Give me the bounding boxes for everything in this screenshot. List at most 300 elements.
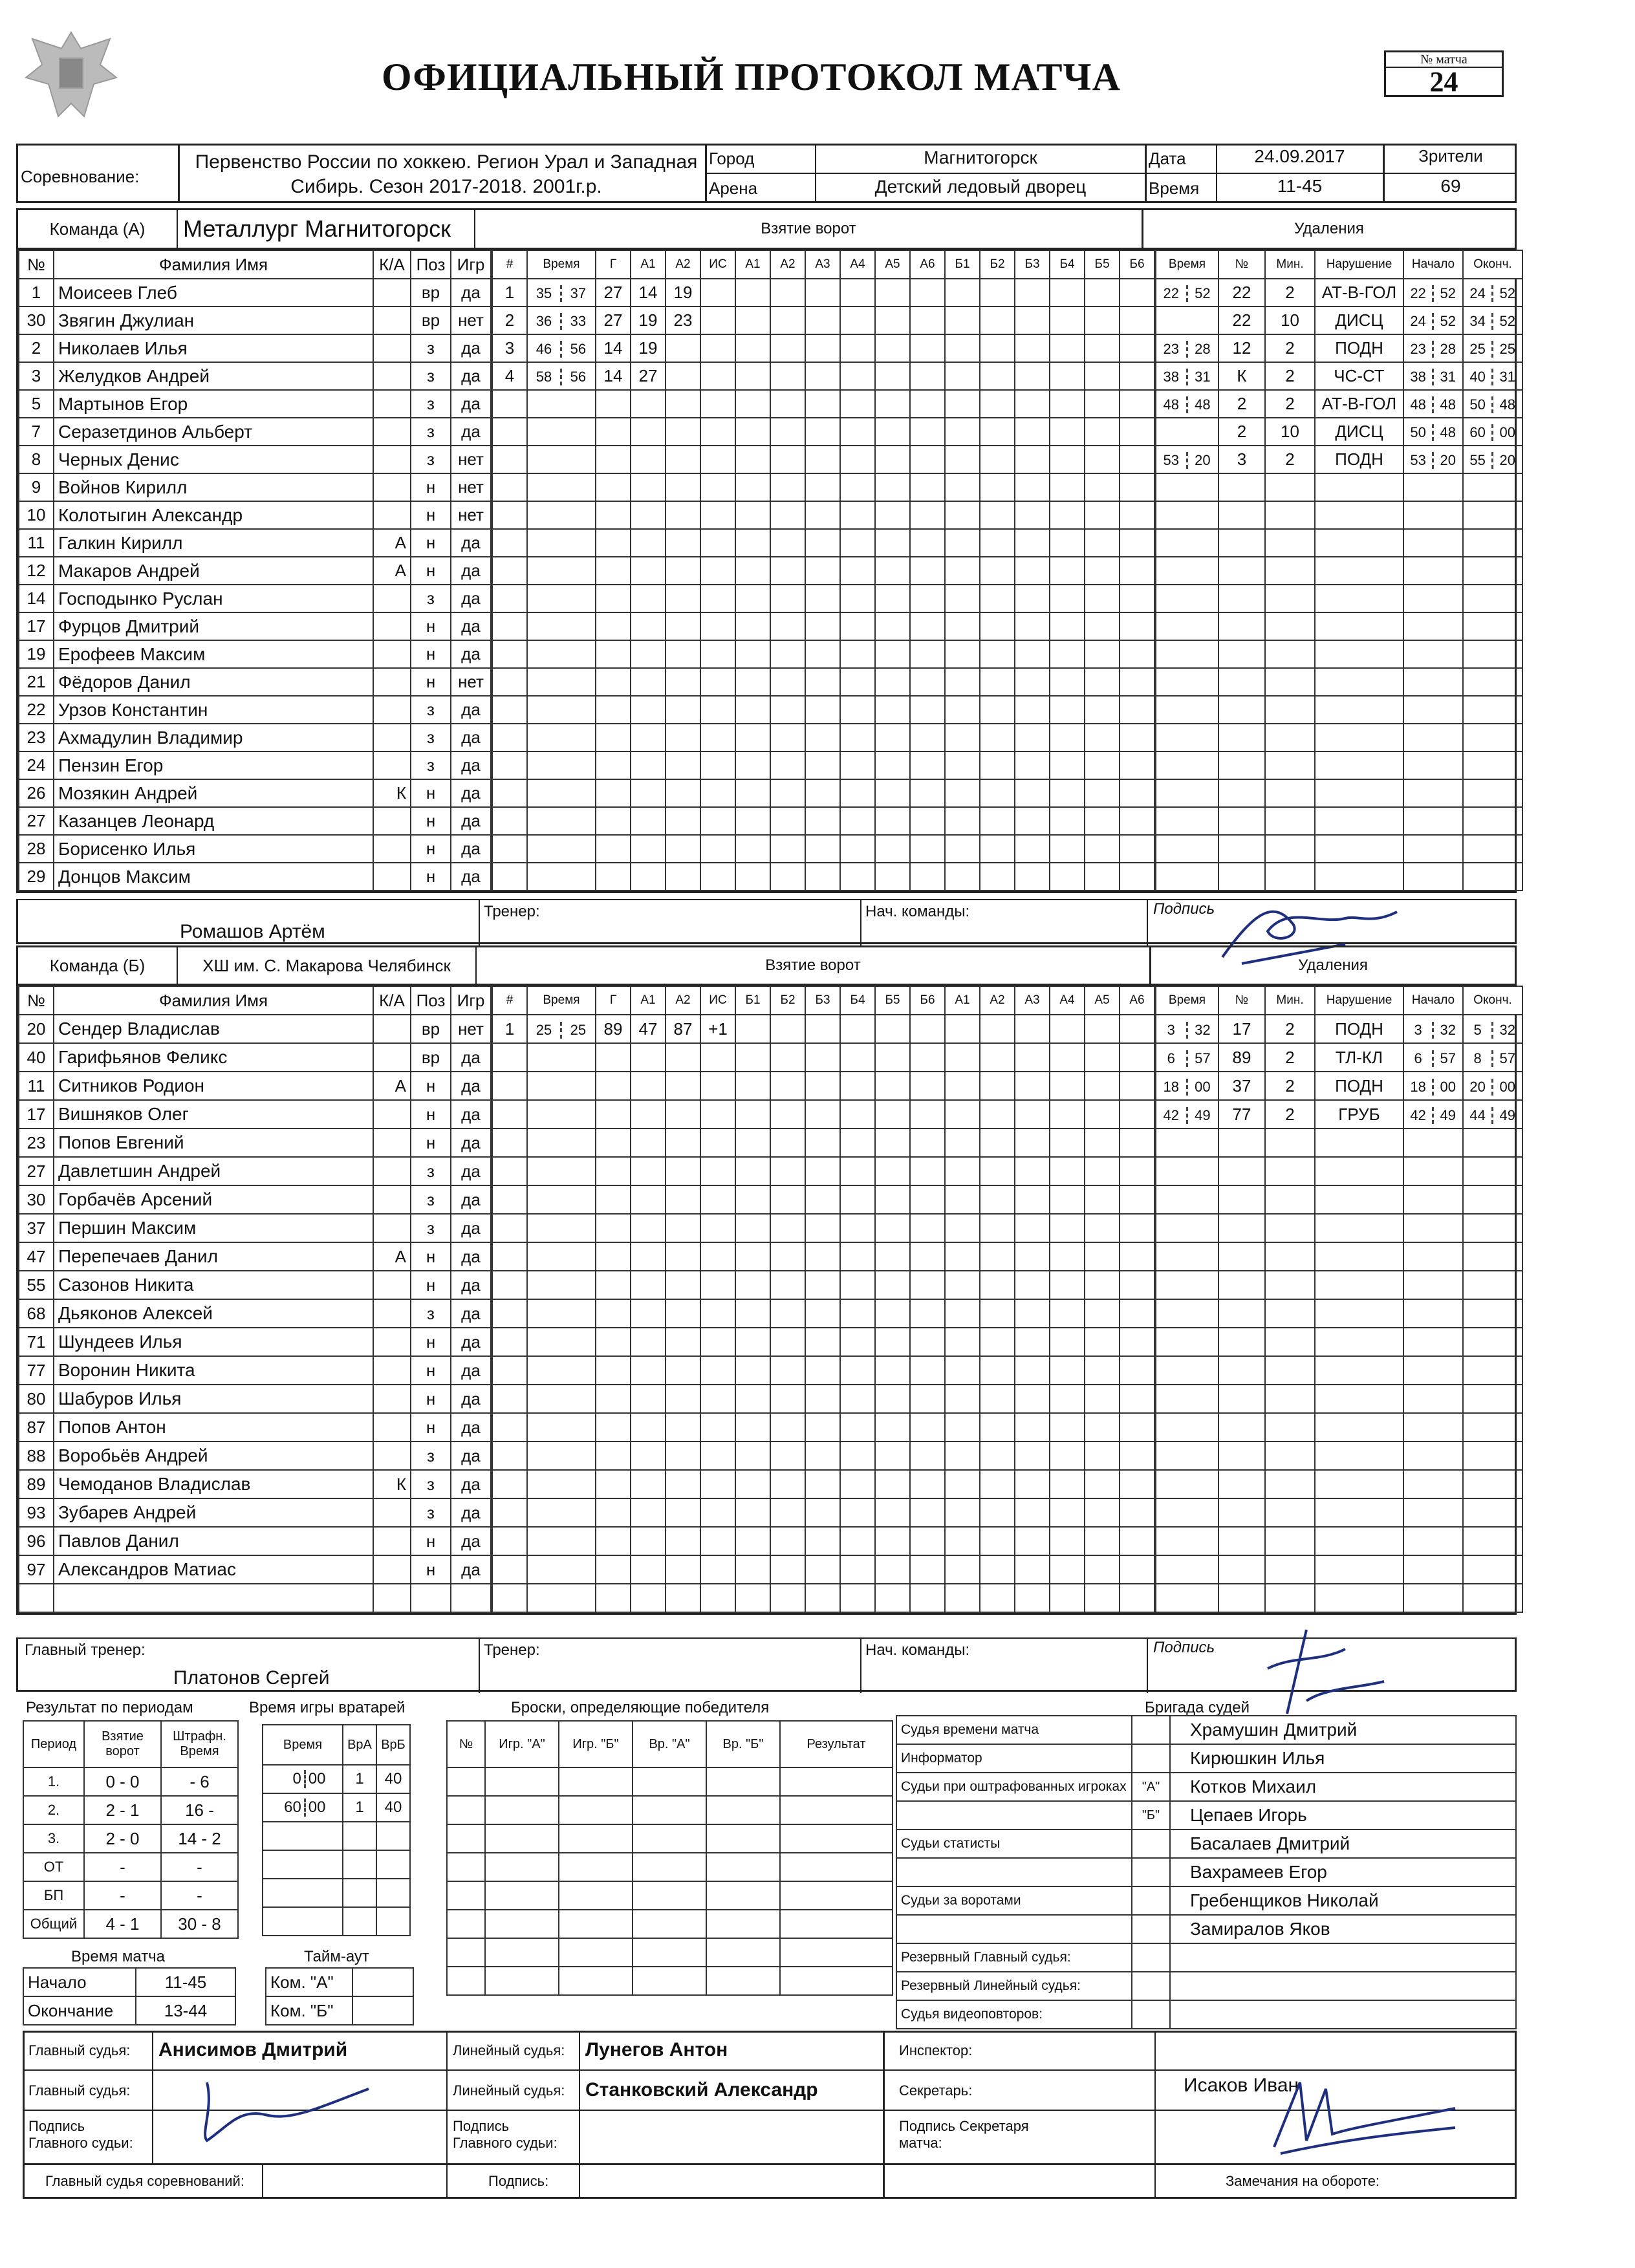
goal-time bbox=[527, 1527, 596, 1555]
penalty-time bbox=[1156, 1271, 1218, 1299]
goal-a2 bbox=[666, 1214, 700, 1242]
goal-row bbox=[492, 1043, 1154, 1072]
goal-onice-cell bbox=[1050, 473, 1085, 501]
player-position: н bbox=[411, 1555, 451, 1584]
player-name: Войнов Кирилл bbox=[54, 473, 373, 501]
goal-g bbox=[596, 501, 631, 529]
goal-row bbox=[492, 612, 1154, 640]
main-referee-signature bbox=[188, 2069, 395, 2147]
penalty-row bbox=[1156, 1015, 1522, 1043]
crew-name: Храмушин Дмитрий bbox=[1170, 1716, 1516, 1744]
goal-onice-cell bbox=[875, 1185, 910, 1214]
penalty-row bbox=[1156, 1527, 1522, 1555]
penalty-end bbox=[1463, 334, 1522, 362]
player-number: 5 bbox=[19, 390, 54, 418]
goal-index bbox=[492, 501, 527, 529]
goal-onice-cell bbox=[875, 696, 910, 724]
penalty-minutes bbox=[1265, 473, 1315, 501]
shootout-cell bbox=[706, 1824, 780, 1853]
goal-onice-cell bbox=[1120, 863, 1154, 891]
goal-a1 bbox=[631, 724, 666, 751]
period-pim-sep: - bbox=[197, 1857, 202, 1877]
goal-onice-cell bbox=[805, 390, 840, 418]
goal-a2 bbox=[666, 1185, 700, 1214]
penalty-row bbox=[1156, 334, 1522, 362]
goal-onice-cell bbox=[770, 473, 805, 501]
goal-a2 bbox=[666, 779, 700, 807]
goal-onice-cell bbox=[980, 1015, 1015, 1043]
penalty-start bbox=[1403, 1442, 1463, 1470]
goal-time bbox=[527, 585, 596, 612]
goal-time bbox=[527, 1043, 596, 1072]
goal-onice-cell bbox=[735, 362, 770, 390]
goal-time bbox=[527, 1242, 596, 1271]
goal-onice-cell bbox=[980, 334, 1015, 362]
penalty-player bbox=[1218, 1271, 1265, 1299]
goals-header-11: А6 bbox=[910, 250, 945, 279]
penalty-player: 77 bbox=[1218, 1100, 1265, 1129]
goalie-time-min: 0 bbox=[268, 1770, 306, 1788]
goal-onice-cell bbox=[910, 585, 945, 612]
goal-a1 bbox=[631, 390, 666, 418]
goal-onice-cell bbox=[805, 1356, 840, 1385]
penalty-start bbox=[1403, 1470, 1463, 1498]
goal-index: 2 bbox=[492, 307, 527, 334]
goals-header-3: А1 bbox=[631, 250, 666, 279]
player-role bbox=[373, 1185, 411, 1214]
shootout-row bbox=[447, 1938, 893, 1967]
goal-onice-cell bbox=[875, 668, 910, 696]
player-role bbox=[373, 1498, 411, 1527]
goal-onice-cell bbox=[805, 807, 840, 835]
goalie-a: 1 bbox=[343, 1793, 376, 1822]
penalty-minutes: 2 bbox=[1265, 1072, 1315, 1100]
goal-g bbox=[596, 1129, 631, 1157]
penalty-start bbox=[1403, 751, 1463, 779]
goalie-time-min: 60 bbox=[268, 1798, 306, 1817]
player-name: Макаров Андрей bbox=[54, 557, 373, 585]
goal-onice-cell bbox=[1050, 1214, 1085, 1242]
player-played: да bbox=[451, 1470, 491, 1498]
goal-onice-cell bbox=[840, 1072, 875, 1100]
shootout-header-1: Игр. "А" bbox=[485, 1721, 559, 1767]
goalie-time bbox=[263, 1793, 343, 1822]
player-number: 22 bbox=[19, 696, 54, 724]
goal-a2 bbox=[666, 1328, 700, 1356]
match-time-table bbox=[23, 1967, 236, 2025]
player-position: з bbox=[411, 334, 451, 362]
goal-onice-cell bbox=[770, 668, 805, 696]
goal-onice-cell bbox=[1120, 1299, 1154, 1328]
player-role bbox=[373, 473, 411, 501]
player-name: Перепечаев Данил bbox=[54, 1242, 373, 1271]
penalty-player bbox=[1218, 1555, 1265, 1584]
player-number: 47 bbox=[19, 1242, 54, 1271]
penalty-time bbox=[1156, 1498, 1218, 1527]
goal-row bbox=[492, 1299, 1154, 1328]
goal-index bbox=[492, 779, 527, 807]
goalies-header-1: ВрА bbox=[343, 1725, 376, 1765]
player-role: К bbox=[373, 1470, 411, 1498]
goal-onice-cell bbox=[1050, 390, 1085, 418]
goal-onice-cell bbox=[875, 1555, 910, 1584]
penalty-time bbox=[1156, 668, 1218, 696]
goal-onice-cell bbox=[945, 390, 980, 418]
goal-is bbox=[700, 334, 735, 362]
goal-onice-cell bbox=[805, 863, 840, 891]
crew-name: Котков Михаил bbox=[1170, 1773, 1516, 1801]
goal-onice-cell bbox=[875, 751, 910, 779]
goal-onice-cell bbox=[875, 612, 910, 640]
penalty-end bbox=[1463, 1470, 1522, 1498]
penalty-end bbox=[1463, 279, 1522, 307]
goal-onice-cell bbox=[770, 529, 805, 557]
goal-a1 bbox=[631, 1385, 666, 1413]
goal-row bbox=[492, 724, 1154, 751]
goal-onice-cell bbox=[735, 1214, 770, 1242]
goal-onice-cell bbox=[805, 1185, 840, 1214]
penalty-end-sec: 00 bbox=[1499, 1078, 1516, 1095]
goal-row bbox=[492, 529, 1154, 557]
goal-onice-cell bbox=[805, 835, 840, 863]
goal-onice-cell bbox=[1120, 1328, 1154, 1356]
goal-index bbox=[492, 557, 527, 585]
player-role bbox=[373, 1100, 411, 1129]
shootout-cell bbox=[485, 1767, 559, 1796]
player-name: Мозякин Андрей bbox=[54, 779, 373, 807]
goal-onice-cell bbox=[875, 1584, 910, 1612]
penalty-end bbox=[1463, 668, 1522, 696]
penalty-minutes bbox=[1265, 501, 1315, 529]
goal-is bbox=[700, 1385, 735, 1413]
protocol-title: ОФИЦИАЛЬНЫЙ ПРОТОКОЛ МАТЧА bbox=[382, 56, 1121, 98]
goal-onice-cell bbox=[945, 668, 980, 696]
goal-onice-cell bbox=[945, 529, 980, 557]
penalty-end bbox=[1463, 779, 1522, 807]
penalty-start bbox=[1403, 362, 1463, 390]
penalty-end-sec: 20 bbox=[1499, 452, 1516, 468]
shootout-cell bbox=[633, 1824, 706, 1853]
goal-onice-cell bbox=[1085, 362, 1120, 390]
goal-g bbox=[596, 557, 631, 585]
goal-onice-cell bbox=[1085, 1328, 1120, 1356]
goal-onice-cell bbox=[770, 640, 805, 668]
team-a-coach-name: Ромашов Артём bbox=[180, 921, 325, 942]
goal-onice-cell bbox=[875, 863, 910, 891]
goal-time bbox=[527, 1157, 596, 1185]
goals-header-12: Б1 bbox=[945, 250, 980, 279]
goal-a2 bbox=[666, 418, 700, 446]
goal-onice-cell bbox=[1120, 1100, 1154, 1129]
goal-onice-cell bbox=[945, 1328, 980, 1356]
penalty-end-min: 44 bbox=[1464, 1107, 1493, 1124]
goal-onice-cell bbox=[1120, 1043, 1154, 1072]
goal-onice-cell bbox=[770, 724, 805, 751]
roster-row bbox=[19, 1185, 491, 1214]
goal-is bbox=[700, 640, 735, 668]
period-pim bbox=[161, 1853, 238, 1881]
player-played: да bbox=[451, 557, 491, 585]
goal-onice-cell bbox=[840, 1299, 875, 1328]
penalty-infraction bbox=[1315, 1555, 1403, 1584]
penalty-end-min: 50 bbox=[1464, 396, 1493, 413]
penalty-start-sec: 00 bbox=[1440, 1078, 1456, 1095]
period-goals bbox=[84, 1767, 161, 1796]
player-name: Донцов Максим bbox=[54, 863, 373, 891]
goal-onice-cell bbox=[980, 1356, 1015, 1385]
roster-header-pos: Поз bbox=[411, 250, 451, 279]
penalty-time-min: 3 bbox=[1156, 1022, 1188, 1039]
period-pim-sep: - bbox=[189, 1771, 200, 1791]
goal-onice-cell bbox=[910, 390, 945, 418]
goal-index bbox=[492, 1185, 527, 1214]
goals-header-7: Б2 bbox=[770, 986, 805, 1015]
player-number: 68 bbox=[19, 1299, 54, 1328]
spectators-value: 69 bbox=[1440, 176, 1461, 196]
player-name: Урзов Константин bbox=[54, 696, 373, 724]
roster-row bbox=[19, 1271, 491, 1299]
goal-onice-cell bbox=[1050, 612, 1085, 640]
goal-onice-cell bbox=[1015, 1299, 1050, 1328]
penalty-infraction bbox=[1315, 1242, 1403, 1271]
player-number: 30 bbox=[19, 1185, 54, 1214]
penalty-end bbox=[1463, 307, 1522, 334]
penalty-time-min: 23 bbox=[1156, 341, 1188, 358]
goal-row bbox=[492, 307, 1154, 334]
goal-onice-cell bbox=[1015, 1157, 1050, 1185]
goal-is bbox=[700, 668, 735, 696]
goal-a2 bbox=[666, 473, 700, 501]
goal-index bbox=[492, 696, 527, 724]
goal-a2 bbox=[666, 1242, 700, 1271]
team-a-section bbox=[16, 208, 1517, 250]
penalty-time bbox=[1156, 835, 1218, 863]
goal-onice-cell bbox=[1120, 1072, 1154, 1100]
goal-row bbox=[492, 1328, 1154, 1356]
penalty-header-3: Нарушение bbox=[1315, 986, 1403, 1015]
goal-onice-cell bbox=[1085, 279, 1120, 307]
team-b-name: ХШ им. С. Макарова Челябинск bbox=[178, 947, 477, 984]
goal-onice-cell bbox=[805, 1413, 840, 1442]
penalty-player bbox=[1218, 668, 1265, 696]
penalty-start bbox=[1403, 1328, 1463, 1356]
goal-onice-cell bbox=[770, 446, 805, 473]
player-position: н bbox=[411, 1527, 451, 1555]
goal-onice-cell bbox=[945, 779, 980, 807]
team-a-trainer-label: Тренер: bbox=[484, 903, 540, 920]
goal-onice-cell bbox=[1120, 418, 1154, 446]
goal-onice-cell bbox=[945, 362, 980, 390]
shootout-cell bbox=[447, 1938, 485, 1967]
goal-row bbox=[492, 1100, 1154, 1129]
player-played: да bbox=[451, 724, 491, 751]
goals-header-3: А1 bbox=[631, 986, 666, 1015]
goalies-header-2: ВрБ bbox=[376, 1725, 410, 1765]
player-position: н bbox=[411, 1072, 451, 1100]
crew-row bbox=[896, 2000, 1516, 2029]
goal-onice-cell bbox=[910, 1072, 945, 1100]
player-name: Сазонов Никита bbox=[54, 1271, 373, 1299]
goal-a2 bbox=[666, 612, 700, 640]
penalty-time bbox=[1156, 390, 1218, 418]
player-position: н bbox=[411, 557, 451, 585]
player-name: Ерофеев Максим bbox=[54, 640, 373, 668]
goal-time bbox=[527, 334, 596, 362]
penalty-end bbox=[1463, 1356, 1522, 1385]
period-pim-sep: - bbox=[204, 1800, 214, 1820]
goal-row bbox=[492, 1271, 1154, 1299]
shootout-cell bbox=[633, 1853, 706, 1881]
team-b-penalties-title: Удаления bbox=[1298, 956, 1368, 974]
goal-a1 bbox=[631, 1214, 666, 1242]
crew-name bbox=[1170, 1943, 1516, 1972]
goal-onice-cell bbox=[805, 1129, 840, 1157]
penalty-infraction: ПОДН bbox=[1315, 1015, 1403, 1043]
penalty-end-sec: 49 bbox=[1499, 1107, 1516, 1123]
shootout-cell bbox=[447, 1910, 485, 1938]
goal-index bbox=[492, 1527, 527, 1555]
shootout-cell bbox=[706, 1967, 780, 1995]
goal-onice-cell bbox=[910, 696, 945, 724]
player-played bbox=[451, 1584, 491, 1612]
goal-onice-cell bbox=[1120, 279, 1154, 307]
shootout-cell bbox=[485, 1796, 559, 1824]
goal-onice-cell bbox=[805, 446, 840, 473]
goal-onice-cell bbox=[910, 640, 945, 668]
crew-row bbox=[896, 1886, 1516, 1915]
penalty-row bbox=[1156, 1157, 1522, 1185]
penalty-end bbox=[1463, 1584, 1522, 1612]
goal-onice-cell bbox=[770, 362, 805, 390]
player-number: 1 bbox=[19, 279, 54, 307]
goal-onice-cell bbox=[1085, 835, 1120, 863]
penalty-header-5: Оконч. bbox=[1463, 986, 1522, 1015]
arena-value: Детский ледовый дворец bbox=[874, 177, 1087, 197]
goal-onice-cell bbox=[910, 473, 945, 501]
shootout-cell bbox=[780, 1938, 893, 1967]
goal-g bbox=[596, 668, 631, 696]
goal-a2 bbox=[666, 1498, 700, 1527]
crew-row bbox=[896, 1943, 1516, 1972]
player-position: з bbox=[411, 1498, 451, 1527]
goal-onice-cell bbox=[1015, 1242, 1050, 1271]
goal-is bbox=[700, 1555, 735, 1584]
goalie-b bbox=[376, 1822, 410, 1850]
goal-onice-cell bbox=[945, 1100, 980, 1129]
goal-onice-cell bbox=[910, 668, 945, 696]
goal-a1: 14 bbox=[631, 279, 666, 307]
remarks-label: Замечания на обороте: bbox=[1226, 2173, 1380, 2189]
goal-a1 bbox=[631, 835, 666, 863]
goal-onice-cell bbox=[735, 751, 770, 779]
player-number: 24 bbox=[19, 751, 54, 779]
player-position: вр bbox=[411, 1015, 451, 1043]
penalty-minutes bbox=[1265, 1356, 1315, 1385]
player-name: Пензин Егор bbox=[54, 751, 373, 779]
goal-row bbox=[492, 501, 1154, 529]
goal-onice-cell bbox=[980, 696, 1015, 724]
roster-row bbox=[19, 1442, 491, 1470]
crew-tag: "А" bbox=[1132, 1773, 1170, 1801]
goal-onice-cell bbox=[840, 1555, 875, 1584]
crew-role: Резервный Главный судья: bbox=[896, 1943, 1132, 1972]
goal-a2 bbox=[666, 501, 700, 529]
penalty-minutes bbox=[1265, 1527, 1315, 1555]
goal-onice-cell bbox=[770, 1015, 805, 1043]
period-name: Общий bbox=[23, 1910, 84, 1938]
goal-onice-cell bbox=[770, 1356, 805, 1385]
player-played: да bbox=[451, 1356, 491, 1385]
penalty-start-sec: 52 bbox=[1440, 285, 1456, 301]
goal-onice-cell bbox=[840, 390, 875, 418]
penalty-player bbox=[1218, 779, 1265, 807]
goal-onice-cell bbox=[1085, 473, 1120, 501]
periods-header-period: Период bbox=[23, 1721, 84, 1767]
penalty-player bbox=[1218, 835, 1265, 863]
period-name: ОТ bbox=[23, 1853, 84, 1881]
goal-g bbox=[596, 1385, 631, 1413]
penalty-time-sec: 00 bbox=[1195, 1078, 1211, 1095]
penalty-start bbox=[1403, 1299, 1463, 1328]
penalty-start bbox=[1403, 1214, 1463, 1242]
penalty-end-min: 8 bbox=[1464, 1050, 1493, 1067]
goal-is bbox=[700, 835, 735, 863]
player-played: да bbox=[451, 1214, 491, 1242]
player-played: да bbox=[451, 390, 491, 418]
shootout-cell bbox=[485, 1824, 559, 1853]
goal-onice-cell bbox=[735, 501, 770, 529]
penalty-time bbox=[1156, 1470, 1218, 1498]
goal-onice-cell bbox=[1015, 1527, 1050, 1555]
penalty-time-sec: 28 bbox=[1195, 341, 1211, 357]
goal-time bbox=[527, 1442, 596, 1470]
goal-a2: 23 bbox=[666, 307, 700, 334]
goal-onice-cell bbox=[735, 1157, 770, 1185]
crew-name: Басалаев Дмитрий bbox=[1170, 1830, 1516, 1858]
penalty-start bbox=[1403, 668, 1463, 696]
goal-onice-cell bbox=[1050, 1413, 1085, 1442]
goal-a2 bbox=[666, 1356, 700, 1385]
roster-row bbox=[19, 1129, 491, 1157]
goal-onice-cell bbox=[980, 1214, 1015, 1242]
goal-onice-cell bbox=[1050, 724, 1085, 751]
penalty-minutes: 2 bbox=[1265, 390, 1315, 418]
goal-onice-cell bbox=[840, 1129, 875, 1157]
shootout-row bbox=[447, 1910, 893, 1938]
goal-g bbox=[596, 585, 631, 612]
penalty-time-sec: 57 bbox=[1195, 1050, 1211, 1066]
player-name: Шабуров Илья bbox=[54, 1385, 373, 1413]
goal-onice-cell bbox=[1050, 362, 1085, 390]
goal-onice-cell bbox=[1015, 835, 1050, 863]
penalty-start-min: 48 bbox=[1404, 396, 1434, 413]
goal-time-min: 25 bbox=[528, 1022, 562, 1039]
goal-onice-cell bbox=[735, 1328, 770, 1356]
goal-onice-cell bbox=[1120, 529, 1154, 557]
penalty-infraction: ПОДН bbox=[1315, 446, 1403, 473]
player-played: нет bbox=[451, 473, 491, 501]
penalty-time bbox=[1156, 529, 1218, 557]
penalty-row bbox=[1156, 751, 1522, 779]
goal-onice-cell bbox=[1120, 446, 1154, 473]
goal-row bbox=[492, 1129, 1154, 1157]
penalty-row bbox=[1156, 1498, 1522, 1527]
period-pim-a: 30 bbox=[178, 1914, 197, 1934]
goal-onice-cell bbox=[1085, 1043, 1120, 1072]
goal-time bbox=[527, 279, 596, 307]
goal-onice-cell bbox=[840, 1470, 875, 1498]
shootout-cell bbox=[780, 1767, 893, 1796]
